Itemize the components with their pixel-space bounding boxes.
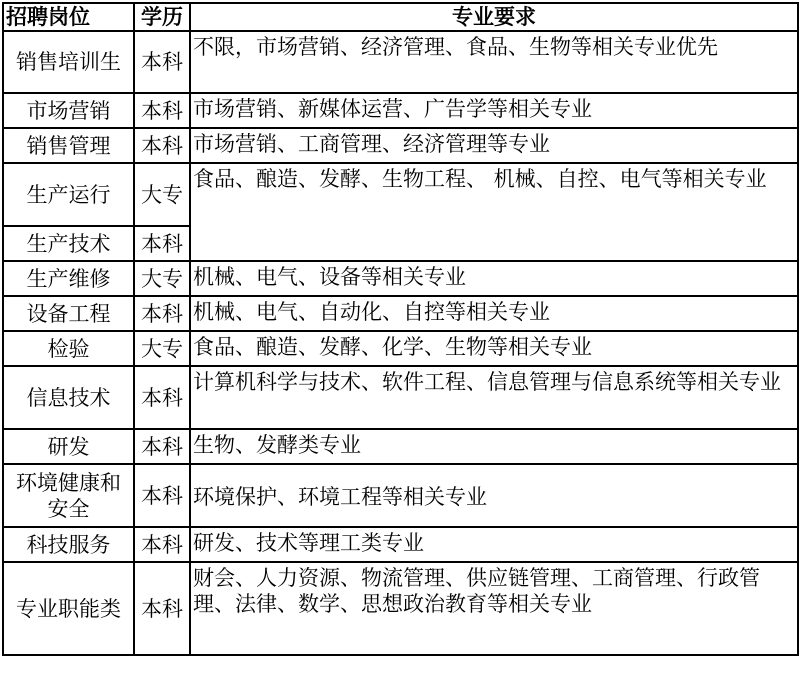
degree-cell: 本科	[134, 366, 190, 429]
position-cell: 生产技术	[3, 226, 134, 261]
position-cell: 销售培训生	[3, 31, 134, 93]
requirement-cell: 机械、电气、自动化、自控等相关专业	[190, 296, 798, 331]
requirement-cell: 食品、酿造、发酵、生物工程、 机械、自控、电气等相关专业	[190, 163, 798, 261]
table-row	[3, 562, 798, 655]
degree-cell: 本科	[134, 429, 190, 464]
requirement-cell: 财会、人力资源、物流管理、供应链管理、工商管理、行政管理、法律、数学、思想政治教育等相关专业	[190, 562, 798, 655]
position-cell: 信息技术	[3, 366, 134, 429]
degree-cell: 本科	[134, 296, 190, 331]
requirement-cell: 食品、酿造、发酵、化学、生物等相关专业	[190, 331, 798, 366]
header-row	[3, 3, 798, 31]
degree-cell: 本科	[134, 562, 190, 655]
requirement-cell: 不限，市场营销、经济管理、食品、生物等相关专业优先	[190, 31, 798, 93]
degree-cell: 本科	[134, 128, 190, 163]
table-row	[3, 261, 798, 296]
table-row	[3, 296, 798, 331]
requirement-cell: 生物、发酵类专业	[190, 429, 798, 464]
header-position: 招聘岗位	[3, 3, 134, 31]
requirement-cell: 市场营销、新媒体运营、广告学等相关专业	[190, 93, 798, 128]
degree-cell: 大专	[134, 331, 190, 366]
degree-cell: 大专	[134, 163, 190, 226]
requirement-cell: 机械、电气、设备等相关专业	[190, 261, 798, 296]
table-row	[3, 429, 798, 464]
degree-cell: 大专	[134, 261, 190, 296]
position-cell: 销售管理	[3, 128, 134, 163]
position-cell: 研发	[3, 429, 134, 464]
requirement-cell: 计算机科学与技术、软件工程、信息管理与信息系统等相关专业	[190, 366, 798, 429]
requirement-cell: 研发、技术等理工类专业	[190, 527, 798, 562]
degree-cell: 本科	[134, 527, 190, 562]
header-requirement: 专业要求	[190, 3, 798, 31]
position-cell: 检验	[3, 331, 134, 366]
table-row	[3, 163, 798, 226]
degree-cell: 本科	[134, 93, 190, 128]
position-cell: 科技服务	[3, 527, 134, 562]
table-row	[3, 93, 798, 128]
table-row	[3, 464, 798, 527]
degree-cell: 本科	[134, 226, 190, 261]
header-degree: 学历	[134, 3, 190, 31]
table-row	[3, 331, 798, 366]
table-row	[3, 128, 798, 163]
requirement-cell: 环境保护、环境工程等相关专业	[190, 464, 798, 527]
position-cell: 环境健康和安全	[3, 464, 134, 527]
table-row	[3, 31, 798, 93]
position-cell: 专业职能类	[3, 562, 134, 655]
requirement-cell: 市场营销、工商管理、经济管理等专业	[190, 128, 798, 163]
degree-cell: 本科	[134, 464, 190, 527]
position-cell: 生产维修	[3, 261, 134, 296]
degree-cell: 本科	[134, 31, 190, 93]
table-row	[3, 366, 798, 429]
position-cell: 市场营销	[3, 93, 134, 128]
recruitment-table	[2, 2, 799, 656]
position-cell: 设备工程	[3, 296, 134, 331]
table-row	[3, 527, 798, 562]
position-cell: 生产运行	[3, 163, 134, 226]
